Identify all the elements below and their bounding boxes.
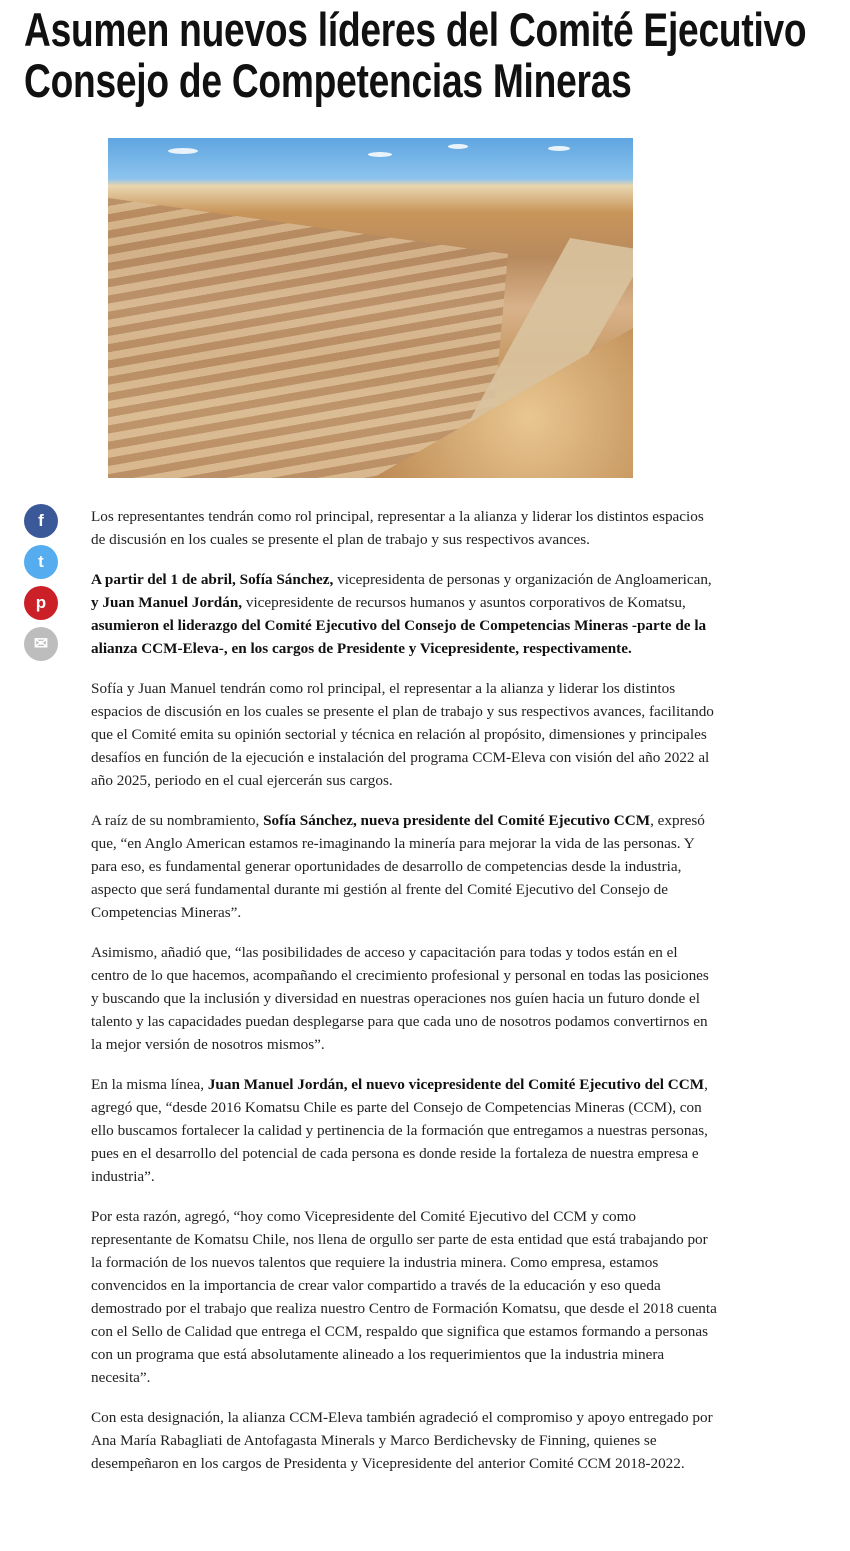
text: A raíz de su nombramiento, bbox=[91, 812, 264, 829]
text: Sofía y Juan Manuel tendrán como rol principal, el representar a la alianza y liderar los distintos espacios de discusión en los cuales se presente el plan de trabajo y sus respectivos avances, facilitando que el Comité emita su opinión sectorial y técnica en relación al propósito, dimensiones y principales desafíos en función de la ejecución e instalación del programa CCM-Eleva con visión del año 2022 al año 2025, periodo en el cual ejercerán sus cargos. bbox=[91, 680, 714, 789]
share-pinterest-button[interactable] bbox=[24, 586, 58, 620]
facebook-icon: f bbox=[38, 511, 44, 530]
text: , expresó que, “en Anglo American estamos re-imaginando la minería para mejorar la vida de las personas. Y para eso, es fundamental generar oportunidades de desarrollo de competencias desde la industria, aspecto que será fundamental durante mi gestión al frente del Comité Ejecutivo del Consejo de Competencias Mineras”. bbox=[91, 812, 705, 921]
pinterest-icon: p bbox=[35, 593, 47, 612]
text: , agregó que, “desde 2016 Komatsu Chile es parte del Consejo de Competencias Mineras (CCM), con ello buscamos fortalecer la calidad y pertinencia de la formación que entregamos a nuestras personas, pues en el desarrollo del potencial de cada persona es donde reside la fortaleza de nuestra empresa e industria”. bbox=[91, 1076, 708, 1185]
article-body bbox=[91, 505, 719, 1492]
bold-text: y Juan Manuel Jordán, bbox=[91, 594, 243, 611]
article-title: Asumen nuevos líderes del Comité Ejecutivo Consejo de Competencias Mineras bbox=[24, 3, 807, 107]
bold-text: A partir del 1 de abril, Sofía Sánchez, bbox=[91, 571, 334, 588]
hero-image-open-pit-mine bbox=[108, 138, 633, 478]
bold-text: Sofía Sánchez, nueva presidente del Comité Ejecutivo CCM bbox=[263, 812, 651, 829]
paragraph bbox=[91, 1205, 719, 1389]
paragraph bbox=[91, 677, 719, 792]
twitter-icon: t bbox=[38, 552, 44, 571]
text: En la misma línea, bbox=[91, 1076, 208, 1093]
email-icon: ✉ bbox=[33, 634, 49, 653]
text: vicepresidenta de personas y organización de Angloamerican, bbox=[333, 571, 712, 588]
text: Asimismo, añadió que, “las posibilidades de acceso y capacitación para todas y todos están en el centro de lo que hacemos, acompañando el crecimiento profesional y personal en todas las posiciones y buscando que la inclusión y diversidad en nuestras operaciones nos guíen hacia un futuro donde el talento y las capacidades puedan desplegarse para que cada uno de nosotros podamos convertirnos en la mejor versión de nosotros mismos”. bbox=[91, 944, 709, 1053]
share-facebook-button[interactable] bbox=[24, 504, 58, 538]
bold-text: Juan Manuel Jordán, el nuevo vicepresidente del Comité Ejecutivo del CCM bbox=[207, 1076, 705, 1093]
paragraph bbox=[91, 809, 719, 924]
bold-text: asumieron el liderazgo del Comité Ejecutivo del Consejo de Competencias Mineras -parte de la alianza CCM-Eleva-, en los cargos de Presidente y Vicepresidente, respectivamente. bbox=[91, 617, 707, 657]
paragraph bbox=[91, 941, 719, 1056]
share-twitter-button[interactable] bbox=[24, 545, 58, 579]
paragraph bbox=[91, 505, 719, 551]
text: Por esta razón, agregó, “hoy como Vicepresidente del Comité Ejecutivo del CCM y como representante de Komatsu Chile, nos llena de orgullo ser parte de esta entidad que está trabajando por la formación de los nuevos talentos que requiere la industria minera. Como empresa, estamos convencidos en la importancia de crear valor compartido a través de la educación y eso queda demostrado por el trabajo que realiza nuestro Centro de Formación Komatsu, que desde el 2018 cuenta con el Sello de Calidad que entrega el CCM, respaldo que significa que estamos formando a personas con un programa que está absolutamente alineado a los requerimientos que la industria minera necesita”. bbox=[91, 1208, 717, 1386]
paragraph bbox=[91, 568, 719, 660]
text: Con esta designación, la alianza CCM-Eleva también agradeció el compromiso y apoyo entregado por Ana María Rabagliati de Antofagasta Minerals y Marco Berdichevsky de Finning, quienes se desempeñaron en los cargos de Presidenta y Vicepresidente del anterior Comité CCM 2018-2022. bbox=[91, 1409, 713, 1472]
share-email-button[interactable] bbox=[24, 627, 58, 661]
text: vicepresidente de recursos humanos y asuntos corporativos de Komatsu, bbox=[242, 594, 686, 611]
paragraph bbox=[91, 1073, 719, 1188]
text: Los representantes tendrán como rol principal, representar a la alianza y liderar los distintos espacios de discusión en los cuales se presente el plan de trabajo y sus respectivos avances. bbox=[91, 508, 704, 548]
paragraph bbox=[91, 1406, 719, 1475]
